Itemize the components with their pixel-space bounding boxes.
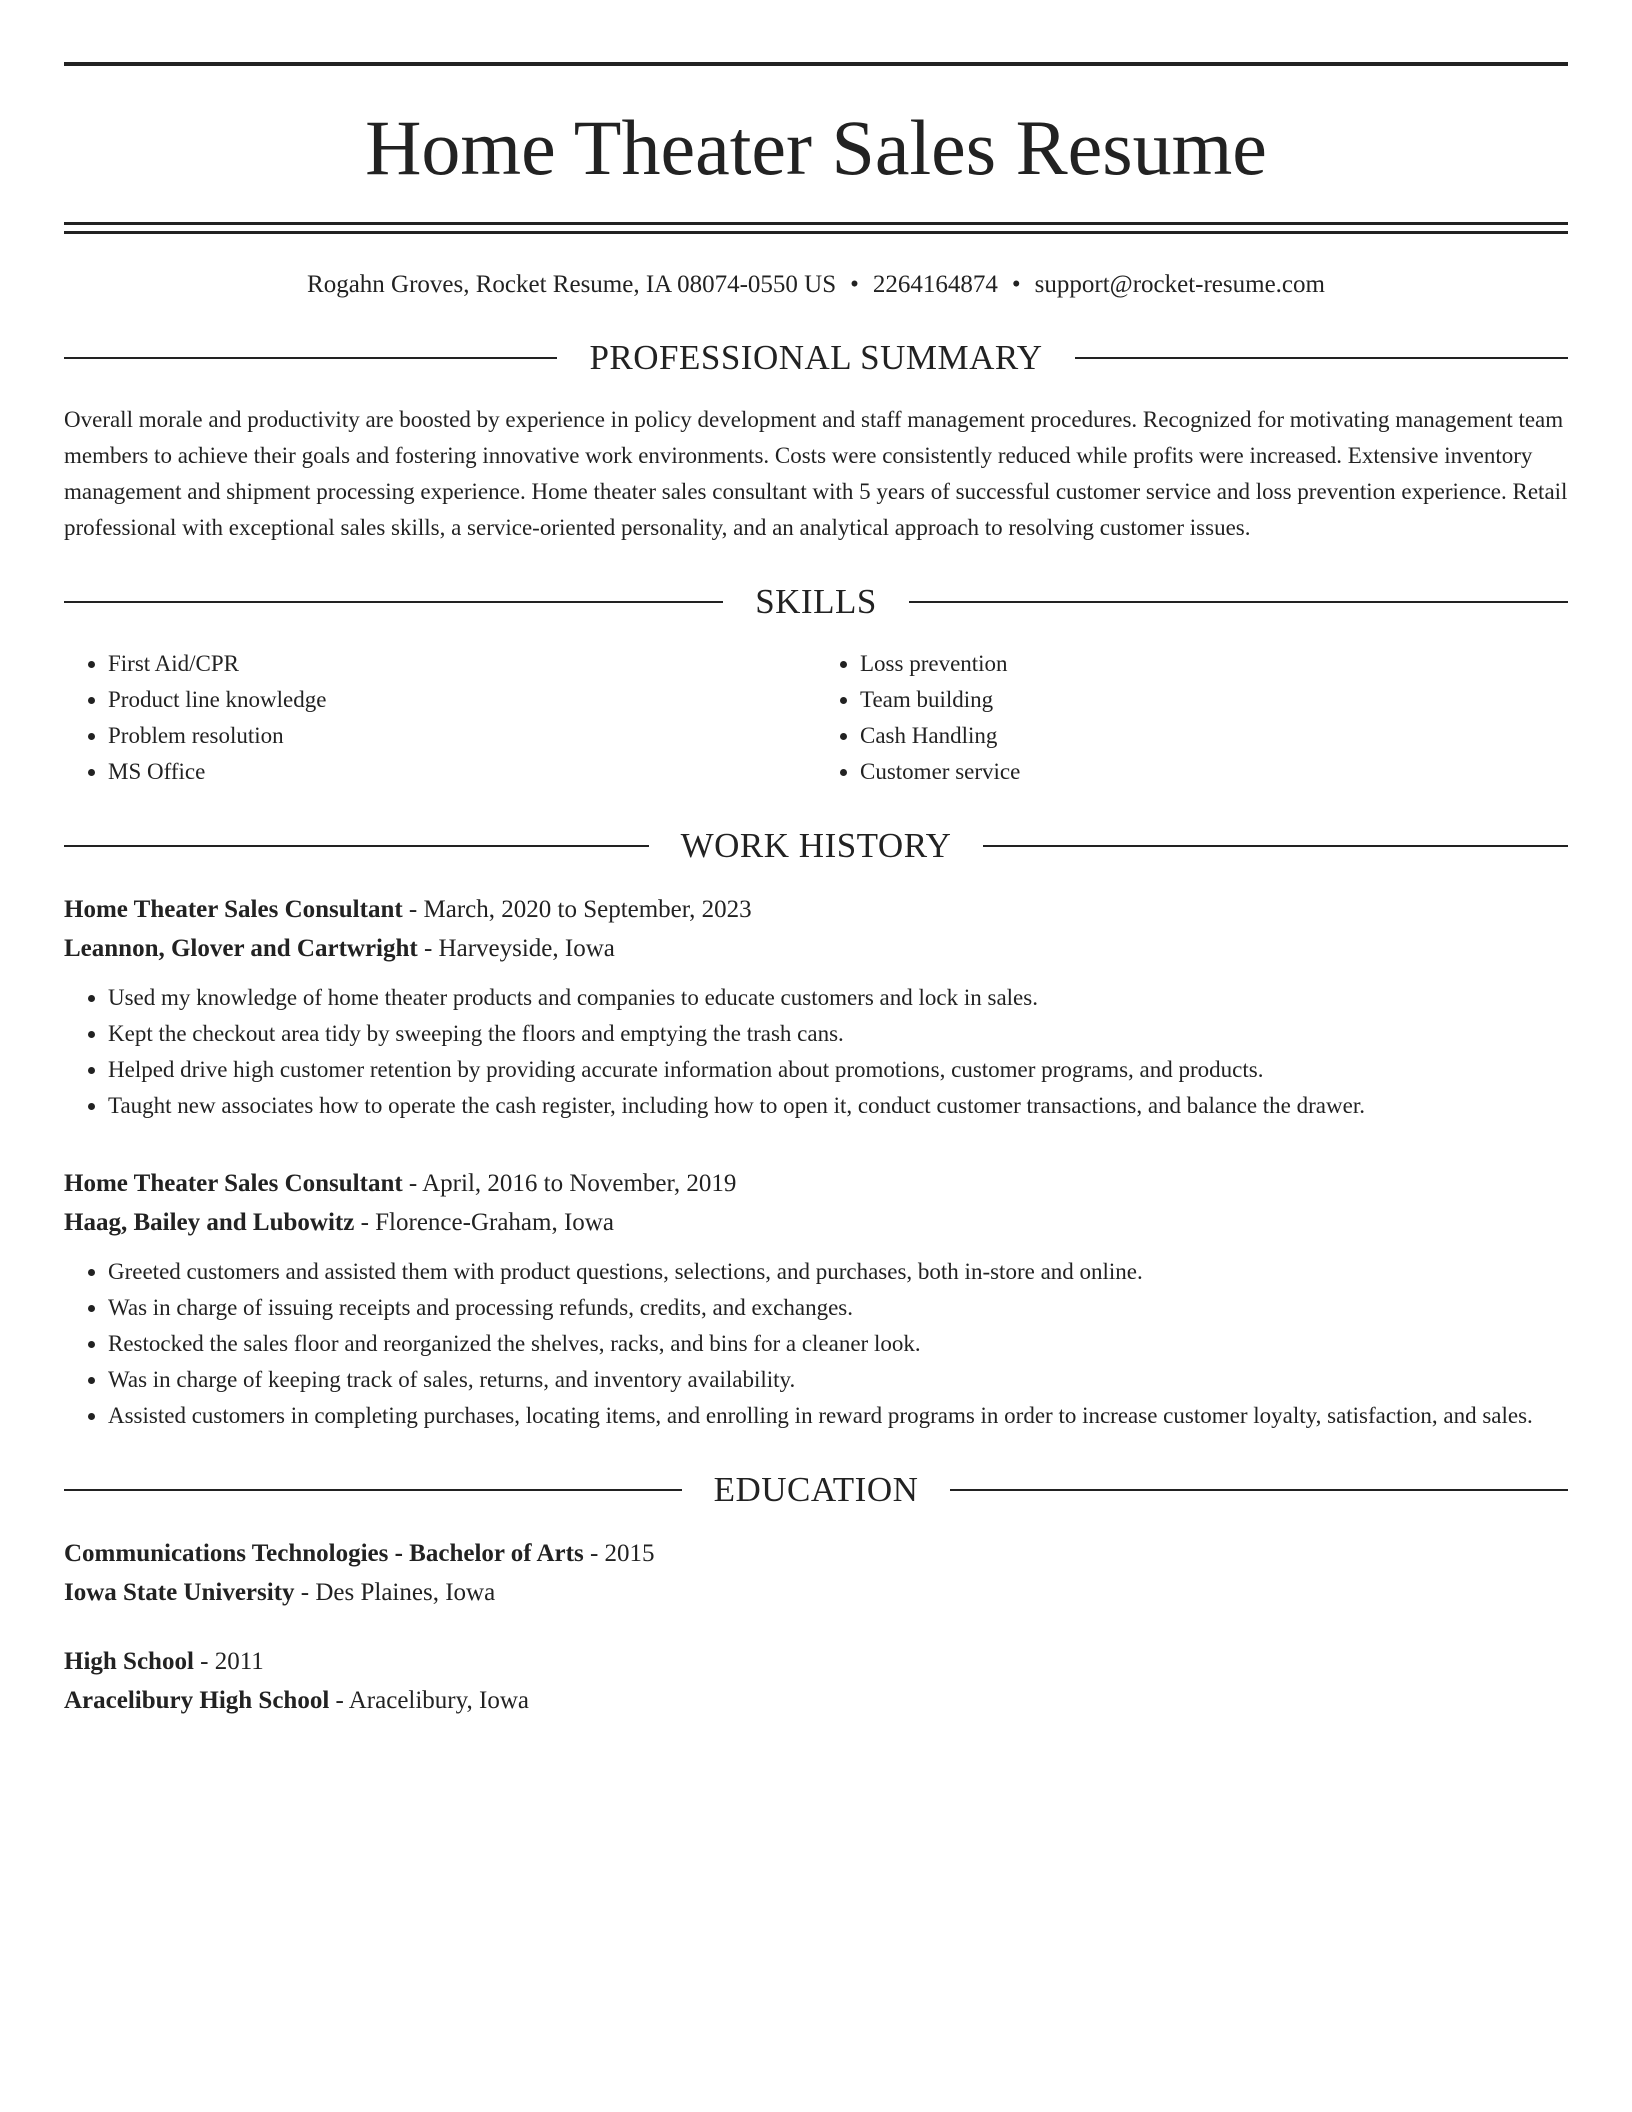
skills-column-right — [816, 646, 1568, 790]
education-school-line — [64, 1681, 1568, 1720]
heading-rule-right — [909, 601, 1568, 603]
job-bullet: • Greeted customers and assisted them with product questions, selections, and purchases, both in-store and online. — [108, 1254, 1568, 1290]
contact-address: Rogahn Groves, Rocket Resume, IA 08074-0550 US — [307, 271, 837, 298]
education-year: - 2015 — [583, 1540, 655, 1567]
education-school: Iowa State University — [64, 1579, 295, 1606]
top-rule — [64, 62, 1568, 66]
job-bullet: • Helped drive high customer retention by providing accurate information about promotions, customer programs, and products. — [108, 1052, 1568, 1088]
summary-heading — [64, 336, 1568, 380]
skill-item: • Product line knowledge — [108, 682, 816, 718]
education-entry — [64, 1534, 1568, 1612]
heading-rule-left — [64, 1489, 682, 1491]
job-company-line — [64, 1203, 1568, 1242]
job-location: - Harveyside, Iowa — [417, 935, 615, 962]
skills-heading-title: SKILLS — [755, 582, 877, 621]
skills-column-left — [64, 646, 816, 790]
heading-rule-left — [64, 845, 649, 847]
job-bullets — [64, 980, 1568, 1124]
job-bullet: • Was in charge of issuing receipts and processing refunds, credits, and exchanges. — [108, 1290, 1568, 1326]
heading-rule-left — [64, 357, 557, 359]
summary-text: Overall morale and productivity are boosted by experience in policy development and staff management procedures. Recognized for motivating management team members to achieve their goals and fostering innovative work environments. Costs were consistently reduced while profits were increased. Extensive inventory management and shipment processing experience. Home theater sales consultant with 5 years of successful customer service and loss prevention experience. Retail professional with exceptional sales skills, a service-oriented personality, and an analytical approach to resolving customer issues. — [64, 407, 1568, 540]
title-double-rule — [64, 222, 1568, 234]
education-school: Aracelibury High School — [64, 1687, 330, 1714]
heading-rule-right — [1075, 357, 1568, 359]
summary-heading-title: PROFESSIONAL SUMMARY — [589, 338, 1043, 377]
job-entry — [64, 890, 1568, 1124]
job-company: Leannon, Glover and Cartwright — [64, 935, 418, 962]
job-entry — [64, 1164, 1568, 1434]
job-bullet: • Was in charge of keeping track of sales, returns, and inventory availability. — [108, 1362, 1568, 1398]
skill-item: • MS Office — [108, 754, 816, 790]
education-degree: Communications Technologies - Bachelor of Arts — [64, 1540, 584, 1567]
skill-item: • First Aid/CPR — [108, 646, 816, 682]
job-title: Home Theater Sales Consultant — [64, 1170, 403, 1197]
education-heading-title: EDUCATION — [713, 1470, 919, 1509]
heading-rule-right — [983, 845, 1568, 847]
job-bullet: • Used my knowledge of home theater products and companies to educate customers and lock in sales. — [108, 980, 1568, 1016]
contact-line — [64, 268, 1568, 302]
job-location: - Florence-Graham, Iowa — [354, 1209, 614, 1236]
education-location: - Des Plaines, Iowa — [294, 1579, 496, 1606]
job-bullet: • Restocked the sales floor and reorganized the shelves, racks, and bins for a cleaner look. — [108, 1326, 1568, 1362]
skill-item: • Cash Handling — [860, 718, 1568, 754]
heading-rule-right — [950, 1489, 1568, 1491]
heading-rule-left — [64, 601, 723, 603]
education-degree: High School — [64, 1648, 194, 1675]
education-location: - Aracelibury, Iowa — [329, 1687, 529, 1714]
job-dates: - April, 2016 to November, 2019 — [402, 1170, 737, 1197]
job-company: Haag, Bailey and Lubowitz — [64, 1209, 355, 1236]
contact-separator: • — [850, 271, 859, 298]
job-title-line — [64, 890, 1568, 929]
work-heading-title: WORK HISTORY — [680, 826, 952, 865]
job-bullet: • Kept the checkout area tidy by sweeping the floors and emptying the trash cans. — [108, 1016, 1568, 1052]
skill-item: • Loss prevention — [860, 646, 1568, 682]
education-entry — [64, 1642, 1568, 1720]
education-heading — [64, 1468, 1568, 1512]
contact-separator: • — [1011, 271, 1021, 298]
work-heading — [64, 824, 1568, 868]
job-dates: - March, 2020 to September, 2023 — [402, 896, 752, 923]
education-school-line — [64, 1573, 1568, 1612]
resume-title: Home Theater Sales Resume — [365, 104, 1267, 191]
education-degree-line — [64, 1534, 1568, 1573]
skill-item: • Customer service — [860, 754, 1568, 790]
skill-item: • Team building — [860, 682, 1568, 718]
job-bullet: • Assisted customers in completing purchases, locating items, and enrolling in reward programs in order to increase customer loyalty, satisfaction, and sales. — [108, 1398, 1568, 1434]
contact-email: support@rocket-resume.com — [1034, 271, 1325, 298]
contact-phone: 2264164874 — [872, 271, 998, 298]
job-bullets — [64, 1254, 1568, 1434]
job-company-line — [64, 929, 1568, 968]
education-degree-line — [64, 1642, 1568, 1681]
skills-list — [64, 646, 1568, 790]
skills-heading — [64, 580, 1568, 624]
job-title: Home Theater Sales Consultant — [64, 896, 403, 923]
skill-item: • Problem resolution — [108, 718, 816, 754]
job-bullet: • Taught new associates how to operate the cash register, including how to open it, conduct customer transactions, and balance the drawer. — [108, 1088, 1568, 1124]
education-year: - 2011 — [193, 1648, 264, 1675]
job-title-line — [64, 1164, 1568, 1203]
